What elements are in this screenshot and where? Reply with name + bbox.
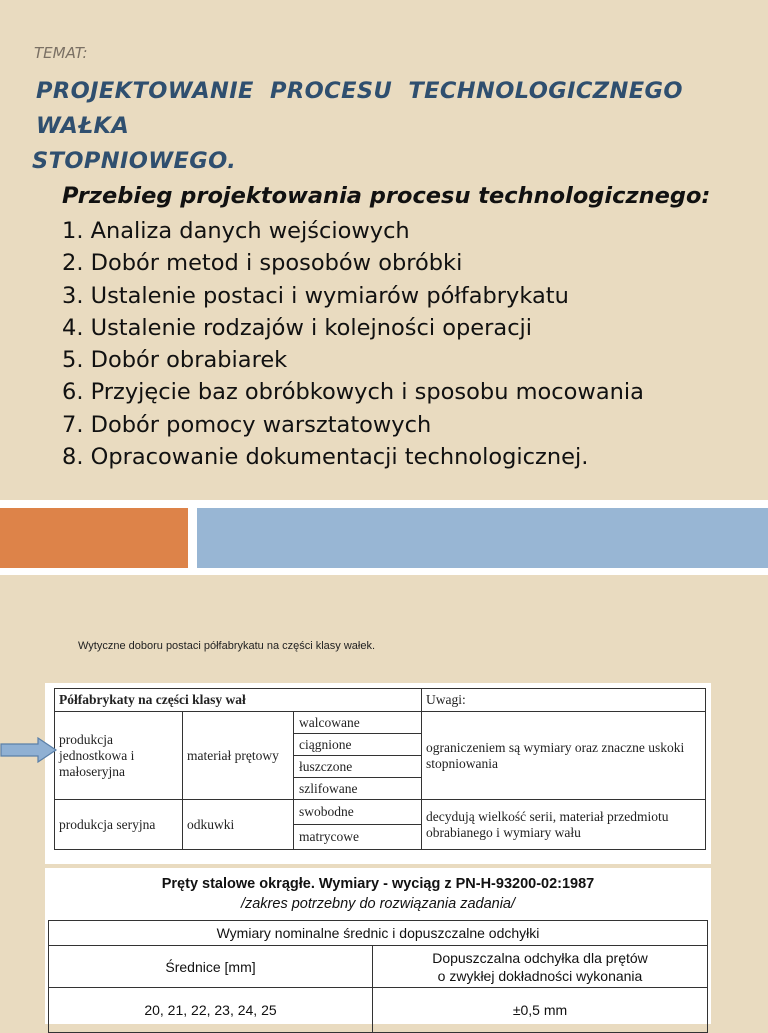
- material-cell: odkuwki: [183, 800, 294, 850]
- blue-accent-bar: [197, 508, 768, 568]
- tolerance-header-line-2: o zwykłej dokładności wykonania: [437, 967, 643, 984]
- step-item: 6. Przyjęcie baz obróbkowych i sposobu mocowania: [62, 379, 644, 406]
- table-caption: Wytyczne doboru postaci półfabrykatu na części klasy wałek.: [78, 640, 376, 652]
- semi-product-type: ciągnione: [294, 734, 422, 756]
- table-header-left: Półfabrykaty na części klasy wał: [55, 689, 422, 712]
- slide-top: [0, 0, 768, 500]
- material-cell: materiał prętowy: [183, 712, 294, 800]
- topic-label: TEMAT:: [34, 44, 88, 62]
- bar-table-title: Pręty stalowe okrągłe. Wymiary - wyciąg z PN-H-93200-02:1987: [161, 876, 595, 892]
- bar-table-header: Wymiary nominalne średnic i dopuszczalne odchyłki: [49, 921, 708, 946]
- step-item: 4. Ustalenie rodzajów i kolejności operacji: [62, 314, 533, 341]
- diameter-column-header: Średnice [mm]: [49, 946, 373, 988]
- diameter-values: 20, 21, 22, 23, 24, 25: [49, 988, 373, 1033]
- orange-accent-bar: [0, 508, 188, 568]
- tolerance-column-header: [373, 946, 708, 988]
- title-line-2: STOPNIOWEGO.: [32, 148, 237, 174]
- step-item: 8. Opracowanie dokumentacji technologicznej.: [62, 444, 589, 471]
- tolerance-value: ±0,5 mm: [373, 988, 708, 1033]
- semi-product-type: matrycowe: [294, 825, 422, 850]
- semi-product-type: łuszczone: [294, 756, 422, 778]
- semi-product-type: swobodne: [294, 800, 422, 825]
- bar-table-subtitle: /zakres potrzebny do rozwiązania zadania/: [240, 896, 516, 912]
- guidelines-table: [54, 688, 706, 850]
- steps-list: [62, 215, 644, 473]
- guidelines-table-image: [45, 683, 711, 864]
- remark-cell: ograniczeniem są wymiary oraz znaczne uskoki stopniowania: [422, 712, 706, 800]
- tolerance-header-line-1: Dopuszczalna odchyłka dla prętów: [432, 949, 648, 966]
- table-header-right: Uwagi:: [422, 689, 706, 712]
- step-item: 5. Dobór obrabiarek: [62, 347, 288, 374]
- semi-product-type: szlifowane: [294, 778, 422, 800]
- step-item: 1. Analiza danych wejściowych: [62, 218, 410, 244]
- step-item: 7. Dobór pomocy warsztatowych: [62, 411, 432, 438]
- remark-cell: decydują wielkość serii, materiał przedmiotu obrabianego i wymiary wału: [422, 800, 706, 850]
- step-item: 3. Ustalenie postaci i wymiarów półfabrykatu: [62, 282, 569, 309]
- slide-title: [32, 74, 762, 179]
- step-item: 2. Dobór metod i sposobów obróbki: [62, 250, 463, 277]
- production-type-cell: produkcja jednostkowa i małoseryjna: [55, 712, 183, 800]
- production-type-cell: produkcja seryjna: [55, 800, 183, 850]
- semi-product-type: walcowane: [294, 712, 422, 734]
- bar-dimensions-table: [48, 920, 708, 1033]
- pointer-arrow-icon: [0, 737, 58, 763]
- bar-dimensions-image: [45, 868, 711, 1024]
- steps-heading: Przebieg projektowania procesu technologicznego:: [62, 183, 711, 209]
- title-line-1: PROJEKTOWANIE PROCESU TECHNOLOGICZNEGO WAŁKA: [36, 78, 683, 139]
